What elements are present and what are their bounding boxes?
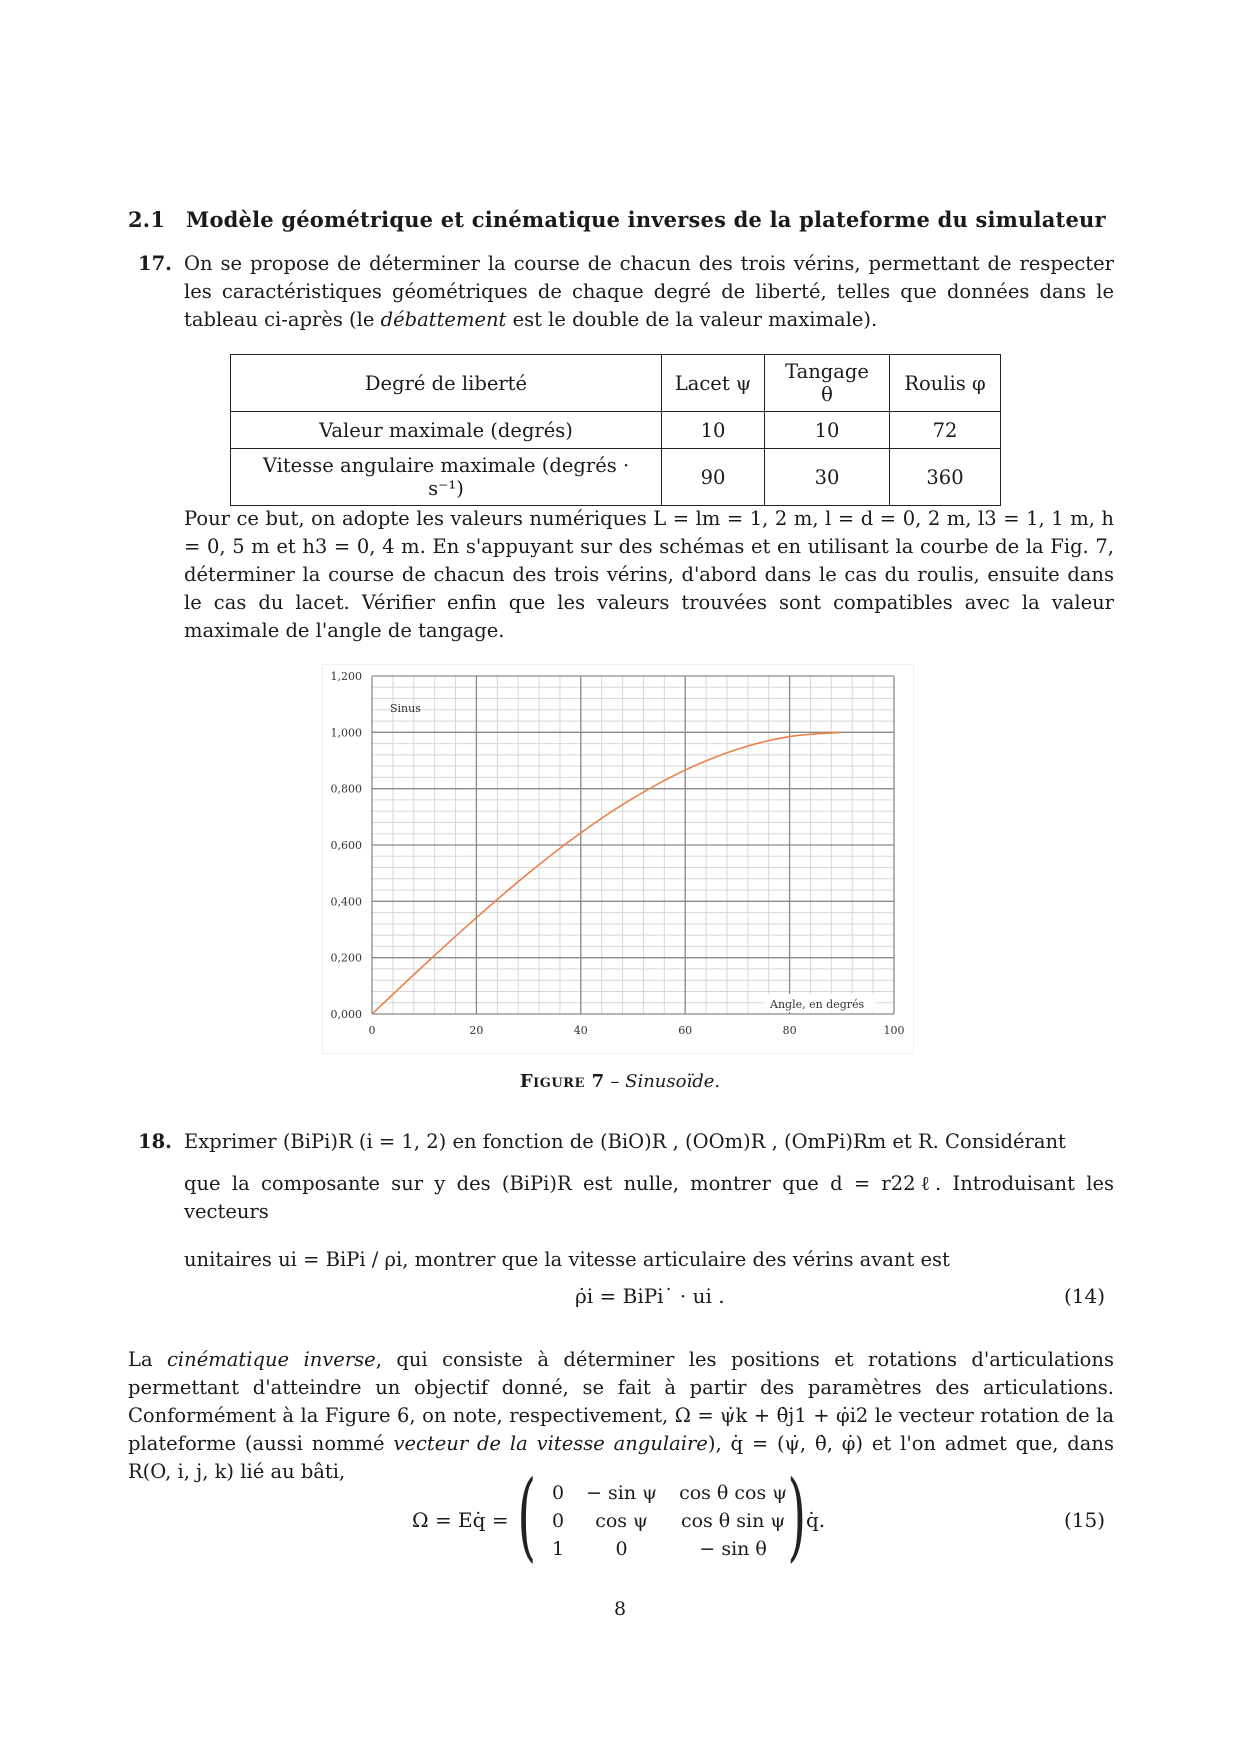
- table-cell: 10: [662, 412, 765, 449]
- question-17: [138, 250, 1114, 334]
- table-cell: 360: [890, 449, 1001, 506]
- x-tick-label: 40: [573, 1024, 588, 1037]
- table-header: Roulis φ: [890, 355, 1001, 412]
- unit-vector-definition: unitaires ui = BiPi / ρi: [184, 1248, 403, 1271]
- caption-separator: –: [604, 1071, 626, 1092]
- table-cell: 72: [890, 412, 1001, 449]
- emphasis: vecteur de la vitesse angulaire: [393, 1432, 708, 1455]
- question-line: Exprimer (BiPi)R (i = 1, 2) en fonction de (BiO)R , (OOm)R , (OmPi)Rm et R. Considérant: [184, 1130, 1066, 1153]
- equation-15-lhs: Ω = Eq̇ =: [412, 1508, 509, 1532]
- matrix-row: [542, 1480, 797, 1506]
- question-text-end: est le double de la valeur maximale).: [506, 308, 878, 331]
- table-cell: 30: [765, 449, 890, 506]
- figure-label: Figure 7: [519, 1071, 605, 1092]
- table-cell: 10: [765, 412, 890, 449]
- inverse-kinematics-paragraph: [128, 1346, 1114, 1486]
- question-number: 17.: [138, 252, 172, 275]
- figure-caption: [0, 1071, 1240, 1092]
- emphasis: cinématique inverse: [167, 1348, 376, 1371]
- matrix-cell: 0: [552, 1482, 565, 1504]
- section-title: Modèle géométrique et cinématique inverses de la plateforme du simulateur: [186, 207, 1106, 232]
- instructions-paragraph: [184, 505, 1114, 645]
- page-number: 8: [613, 1598, 627, 1620]
- matrix-left-paren: (: [517, 1460, 537, 1572]
- degrees-of-freedom-table: [230, 354, 1001, 506]
- table-header: Lacet ψ: [662, 355, 765, 412]
- equation-number: (14): [1064, 1284, 1106, 1308]
- table-cell: Valeur maximale (degrés): [231, 412, 662, 449]
- question-18: [138, 1128, 1114, 1274]
- question-line: , montrer que la vitesse articulaire des vérins avant est: [402, 1248, 950, 1271]
- x-tick-label: 60: [678, 1024, 693, 1037]
- matrix-row: [542, 1536, 797, 1562]
- matrix-cell: cos θ cos ψ: [679, 1482, 788, 1504]
- question-text: On se propose de déterminer la course de chacun des trois vérins, permettant de respecter les caractéristiques géométriques de chaque degré de liberté, telles que données dans le tableau ci-après (le: [184, 252, 1114, 331]
- x-axis-label: Angle, en degrés: [770, 998, 865, 1011]
- y-tick-label: 0,600: [330, 839, 362, 852]
- table-cell: 90: [662, 449, 765, 506]
- x-tick-label: 20: [469, 1024, 484, 1037]
- matrix-cell: 0: [615, 1538, 628, 1560]
- equation-15-rhs: q̇.: [806, 1508, 826, 1532]
- paragraph-text: ), q̇ = (ψ̇, θ̇, φ̇) et l'on admet que, dans R(O, i, j, k) lié au bâti,: [128, 1432, 1114, 1483]
- y-tick-label: 0,000: [330, 1008, 362, 1021]
- rotation-matrix: [540, 1478, 799, 1564]
- table-header: Tangage θ: [765, 355, 890, 412]
- matrix-right-paren: ): [787, 1460, 807, 1572]
- section-heading: [128, 207, 1106, 232]
- question-line: que la composante sur y des (BiPi)R est nulle, montrer que d = r22ℓ. Introduisant les vecteurs: [184, 1172, 1114, 1223]
- y-tick-label: 0,200: [330, 951, 362, 965]
- legend-label: Sinus: [390, 702, 421, 715]
- caption-text: Sinusoïde.: [625, 1071, 721, 1092]
- emphasis: débattement: [380, 308, 507, 331]
- matrix-cell: cos ψ: [595, 1510, 648, 1532]
- table-row: [231, 412, 1001, 449]
- matrix-cell: cos θ sin ψ: [680, 1510, 786, 1532]
- equation-number: (15): [1064, 1508, 1106, 1532]
- question-number: 18.: [138, 1130, 172, 1153]
- matrix-cell: 1: [552, 1538, 565, 1560]
- y-tick-label: 1,000: [330, 726, 362, 740]
- y-tick-label: 0,400: [330, 895, 362, 909]
- table-row: [231, 449, 1001, 506]
- table-header: Degré de liberté: [231, 355, 662, 412]
- matrix-cell: 0: [552, 1510, 565, 1532]
- paragraph-text: , qui consiste à déterminer les positions et rotations d'articulations permettant d'atteindre un objectif donné, se fait à partir des paramètres des articulations. Conformément à la Figure 6, on note, respectivement, Ω = ψ̇k + θ̇j1 + φ̇i2 le vecteur rotation de la plateforme (aussi nommé: [128, 1348, 1114, 1455]
- matrix-cell: − sin θ: [699, 1538, 767, 1560]
- table-cell: Vitesse angulaire maximale (degrés · s⁻¹): [231, 449, 662, 506]
- sinus-chart: [322, 664, 914, 1054]
- x-tick-label: 80: [782, 1024, 797, 1037]
- section-number: 2.1: [128, 207, 166, 232]
- paragraph-text: Pour ce but, on adopte les valeurs numériques L = lm = 1, 2 m, l = d = 0, 2 m, l3 = 1, 1 m, h = 0, 5 m et h3 = 0, 4 m. En s'appuyant sur des schémas et en utilisant la courbe de la Fig. 7, déterminer la course de chacun des trois vérins, d'abord dans le cas du roulis, ensuite dans le cas du lacet. Vérifier enfin que les valeurs trouvées sont compatibles avec la valeur maximale de l'angle de tangage.: [184, 507, 1114, 642]
- x-tick-label: 100: [883, 1024, 905, 1037]
- y-tick-label: 1,200: [330, 670, 362, 683]
- matrix-cell: − sin ψ: [586, 1482, 658, 1504]
- x-tick-label: 0: [368, 1024, 376, 1037]
- y-tick-label: 0,800: [330, 782, 362, 796]
- equation-14: ρ̇i = BiPi˙ · ui .: [575, 1284, 725, 1308]
- matrix-row: [542, 1508, 797, 1534]
- paragraph-text: La: [128, 1348, 168, 1371]
- table-header-row: [231, 355, 1001, 412]
